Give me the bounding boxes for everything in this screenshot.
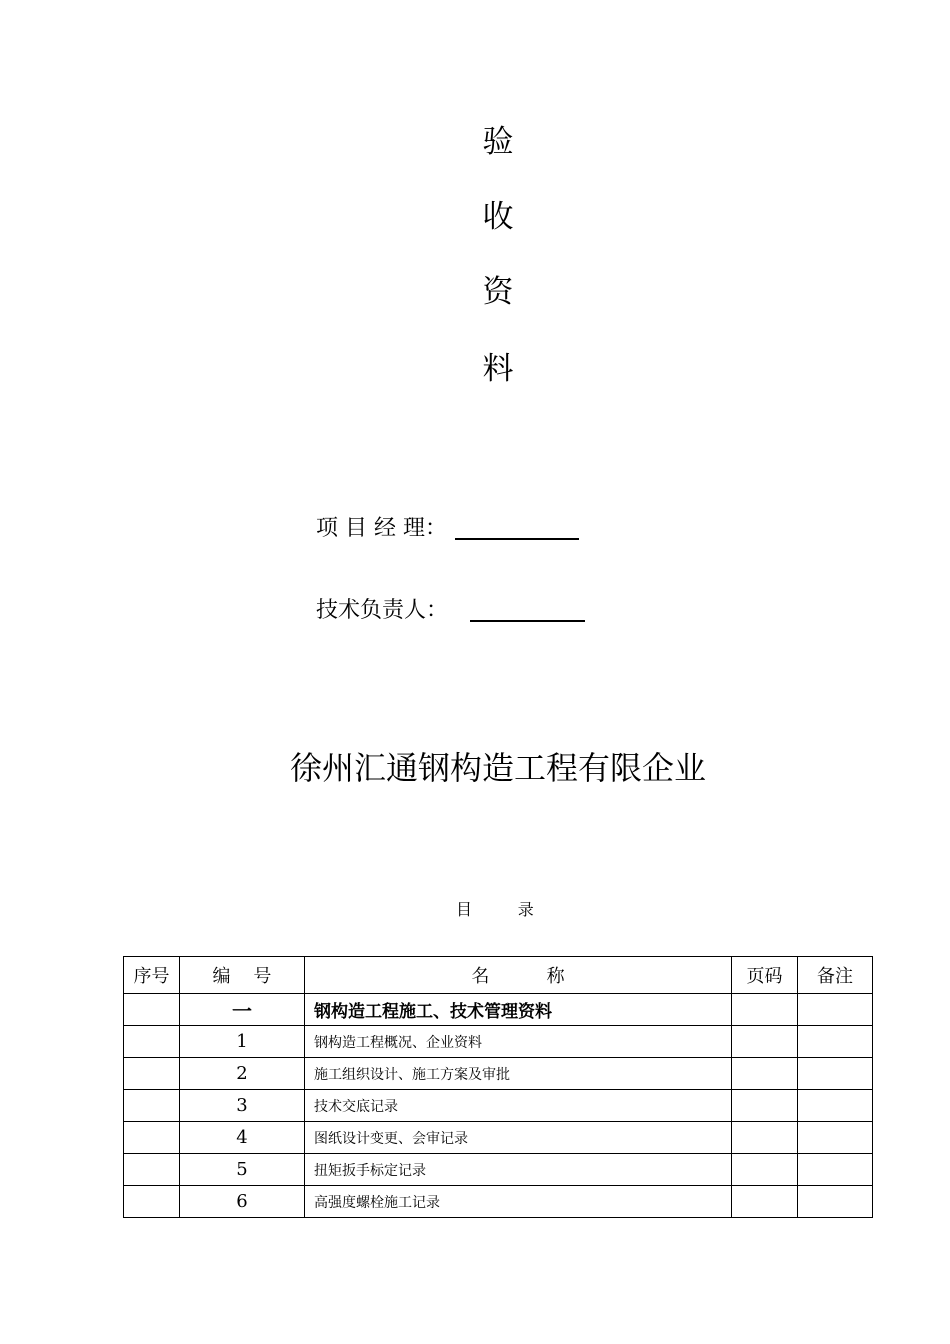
row-code: 4 bbox=[180, 1122, 305, 1154]
row-seq bbox=[124, 994, 180, 1026]
title-char-1: 验 bbox=[482, 124, 514, 160]
toc-header-row bbox=[124, 957, 873, 994]
row-seq bbox=[124, 1122, 180, 1154]
tech-lead-signature-line bbox=[470, 598, 585, 622]
table-row bbox=[124, 1186, 873, 1218]
header-note: 备注 bbox=[798, 957, 873, 994]
row-seq bbox=[124, 1186, 180, 1218]
title-char-2: 收 bbox=[482, 199, 514, 235]
row-code: 3 bbox=[180, 1090, 305, 1122]
row-note bbox=[798, 1090, 873, 1122]
row-seq bbox=[124, 1154, 180, 1186]
title-char-4: 料 bbox=[482, 351, 514, 387]
project-manager-label: 项 目 经 理： bbox=[316, 516, 447, 541]
row-note bbox=[798, 1026, 873, 1058]
table-row bbox=[124, 994, 873, 1026]
row-code: 6 bbox=[180, 1186, 305, 1218]
company-name: 徐州汇通钢构造工程有限企业 bbox=[289, 749, 706, 787]
row-note bbox=[798, 1186, 873, 1218]
row-seq bbox=[124, 1026, 180, 1058]
table-row bbox=[124, 1154, 873, 1186]
row-seq bbox=[124, 1090, 180, 1122]
project-manager-row bbox=[316, 516, 579, 540]
table-row bbox=[124, 1026, 873, 1058]
row-code: 1 bbox=[180, 1026, 305, 1058]
row-code: 5 bbox=[180, 1154, 305, 1186]
row-page bbox=[732, 994, 798, 1026]
row-code: 2 bbox=[180, 1058, 305, 1090]
table-row bbox=[124, 1122, 873, 1154]
header-page: 页码 bbox=[732, 957, 798, 994]
row-page bbox=[732, 1122, 798, 1154]
row-note bbox=[798, 1058, 873, 1090]
row-name: 高强度螺栓施工记录 bbox=[305, 1186, 732, 1218]
row-name: 钢构造工程概况、企业资料 bbox=[305, 1026, 732, 1058]
row-page bbox=[732, 1026, 798, 1058]
row-code: 一 bbox=[180, 994, 305, 1026]
row-note bbox=[798, 994, 873, 1026]
project-manager-signature-line bbox=[455, 516, 579, 540]
table-row bbox=[124, 1090, 873, 1122]
row-name: 图纸设计变更、会审记录 bbox=[305, 1122, 732, 1154]
tech-lead-row bbox=[316, 598, 585, 622]
toc-title: 目 录 bbox=[456, 900, 534, 919]
title-char-3: 资 bbox=[482, 274, 514, 310]
row-name: 施工组织设计、施工方案及审批 bbox=[305, 1058, 732, 1090]
header-name: 名 称 bbox=[305, 957, 732, 994]
toc-table bbox=[123, 956, 873, 1218]
row-name: 技术交底记录 bbox=[305, 1090, 732, 1122]
header-seq: 序号 bbox=[124, 957, 180, 994]
row-page bbox=[732, 1154, 798, 1186]
row-name: 扭矩扳手标定记录 bbox=[305, 1154, 732, 1186]
row-page bbox=[732, 1090, 798, 1122]
row-name: 钢构造工程施工、技术管理资料 bbox=[305, 994, 732, 1026]
row-page bbox=[732, 1058, 798, 1090]
tech-lead-label: 技术负责人： bbox=[316, 598, 449, 623]
row-note bbox=[798, 1122, 873, 1154]
row-page bbox=[732, 1186, 798, 1218]
header-code: 编 号 bbox=[180, 957, 305, 994]
row-seq bbox=[124, 1058, 180, 1090]
table-row bbox=[124, 1058, 873, 1090]
row-note bbox=[798, 1154, 873, 1186]
